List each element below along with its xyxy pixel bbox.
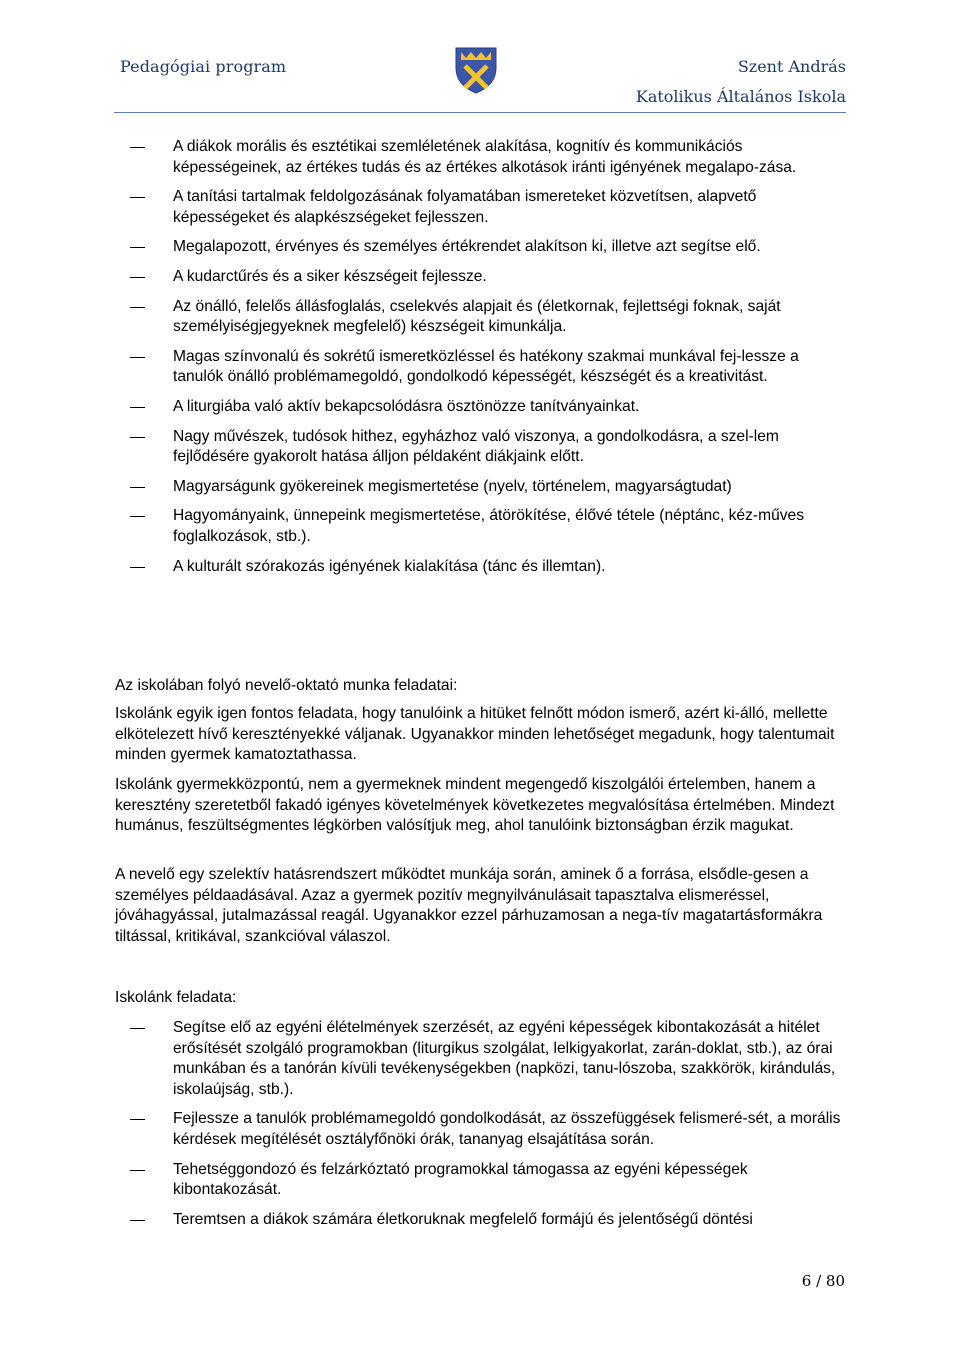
list-item: Nagy művészek, tudósok hithez, egyházhoz való viszonya, a gondolkodásra, a szel-lem fejlődésére gyakorolt hatása álljon példaként diákjaink előtt. — [130, 427, 842, 468]
section-heading: Az iskolában folyó nevelő-oktató munka feladatai: — [115, 677, 458, 694]
header-divider — [114, 112, 846, 113]
tasks-list — [130, 1018, 842, 1230]
paragraph: Iskolánk gyermekközpontú, nem a gyermeknek mindent megengedő kiszolgálói értelemben, hanem a keresztény szeretetből fakadó igényes követelmények következetes megvalósítása értelmében. Mindezt humánus, feszültségmentes légkörben valósítjuk meg, ahol tanulóink biztonságban érzik magukat. — [115, 776, 835, 835]
page-header — [0, 0, 960, 116]
paragraph: A nevelő egy szelektív hatásrendszert működtet munkája során, aminek ő a forrása, elsődle-gesen a személyes példaadásával. Azaz a gyermek pozitív megnyilvánulásait tapasztalva elismeréssel, jóváhagyással, jutalmazással reagál. Ugyanakkor ezzel párhuzamosan a nega-tív magatartásformákra tiltással, kritikával, szankcióval válaszol. — [115, 866, 823, 945]
dash-bullet-icon — [130, 487, 145, 488]
dash-bullet-icon — [130, 516, 145, 517]
dash-bullet-icon — [130, 197, 145, 198]
list-item: Magyarságunk gyökereinek megismertetése (nyelv, történelem, magyarságtudat) — [130, 477, 842, 498]
header-school-name-line1: Szent András — [737, 57, 846, 76]
list-item: Magas színvonalú és sokrétű ismeretközléssel és hatékony szakmai munkával fej-lessze a tanulók önálló problémamegoldó, gondolkodó képességét, készségét és a kreativitást. — [130, 347, 842, 388]
goals-list — [130, 137, 842, 577]
dash-bullet-icon — [130, 277, 145, 278]
list-item: Hagyományaink, ünnepeink megismertetése, átörökítése, élővé tétele (néptánc, kéz-műves foglalkozások, stb.). — [130, 506, 842, 547]
list-item: Az önálló, felelős állásfoglalás, cselekvés alapjait és (életkornak, fejlettségi foknak, saját személyiségjegyeknek megfelelő) készségeit kimunkálja. — [130, 297, 842, 338]
list-item: Teremtsen a diákok számára életkoruknak megfelelő formájú és jelentőségű döntési — [130, 1210, 842, 1231]
paragraph: Iskolánk egyik igen fontos feladata, hogy tanulóink a hitüket felnőtt módon ismerő, azért ki-álló, mellette elkötelezett hívő keresztényekké váljanak. Ugyanakkor minden lehetőséget megadunk, hogy talentumait minden gyermek kamatoztathassa. — [115, 705, 835, 764]
header-title: Pedagógiai program — [120, 57, 287, 76]
list-item: Megalapozott, érvényes és személyes értékrendet alakítson ki, illetve azt segítse elő. — [130, 237, 842, 258]
dash-bullet-icon — [130, 1220, 145, 1221]
dash-bullet-icon — [130, 247, 145, 248]
list-item: A kudarctűrés és a siker készségeit fejlessze. — [130, 267, 842, 288]
dash-bullet-icon — [130, 567, 145, 568]
school-crest-icon — [454, 46, 498, 94]
dash-bullet-icon — [130, 1170, 145, 1171]
list-item: Segítse elő az egyéni élételmények szerzését, az egyéni képességek kibontakozását a hitélet erősítését szolgáló programokban (liturgikus szolgálat, lelkigyakorlat, zarán-doklat, stb.), az órai munkában és a tanórán kívüli tevékenységekben (napközi, tanu-lószoba, szakkörök, kirándulás, iskolaújság, stb.). — [130, 1018, 842, 1100]
section-heading: Iskolánk feladata: — [115, 989, 237, 1006]
list-item: A tanítási tartalmak feldolgozásának folyamatában ismereteket közvetítsen, alapvető képességeket és alapkészségeket fejlesszen. — [130, 187, 842, 228]
dash-bullet-icon — [130, 407, 145, 408]
dash-bullet-icon — [130, 1119, 145, 1120]
header-school-name-line2: Katolikus Általános Iskola — [635, 87, 846, 106]
list-item: Tehetséggondozó és felzárkóztató programokkal támogassa az egyéni képességek kibontakozását. — [130, 1160, 842, 1201]
list-item: A liturgiába való aktív bekapcsolódásra ösztönözze tanítványainkat. — [130, 397, 842, 418]
list-item: A kulturált szórakozás igényének kialakítása (tánc és illemtan). — [130, 557, 842, 578]
dash-bullet-icon — [130, 307, 145, 308]
dash-bullet-icon — [130, 1028, 145, 1029]
dash-bullet-icon — [130, 437, 145, 438]
dash-bullet-icon — [130, 357, 145, 358]
list-item: Fejlessze a tanulók problémamegoldó gondolkodását, az összefüggések felismeré-sét, a morális kérdések megítélését osztályfőnöki órák, tananyag elsajátítása során. — [130, 1109, 842, 1150]
page-number: 6 / 80 — [801, 1272, 845, 1290]
dash-bullet-icon — [130, 147, 145, 148]
list-item: A diákok morális és esztétikai szemléletének alakítása, kognitív és kommunikációs képességeinek, az értékes tudás és az értékes alkotások iránti igényének megalapo-zása. — [130, 137, 842, 178]
